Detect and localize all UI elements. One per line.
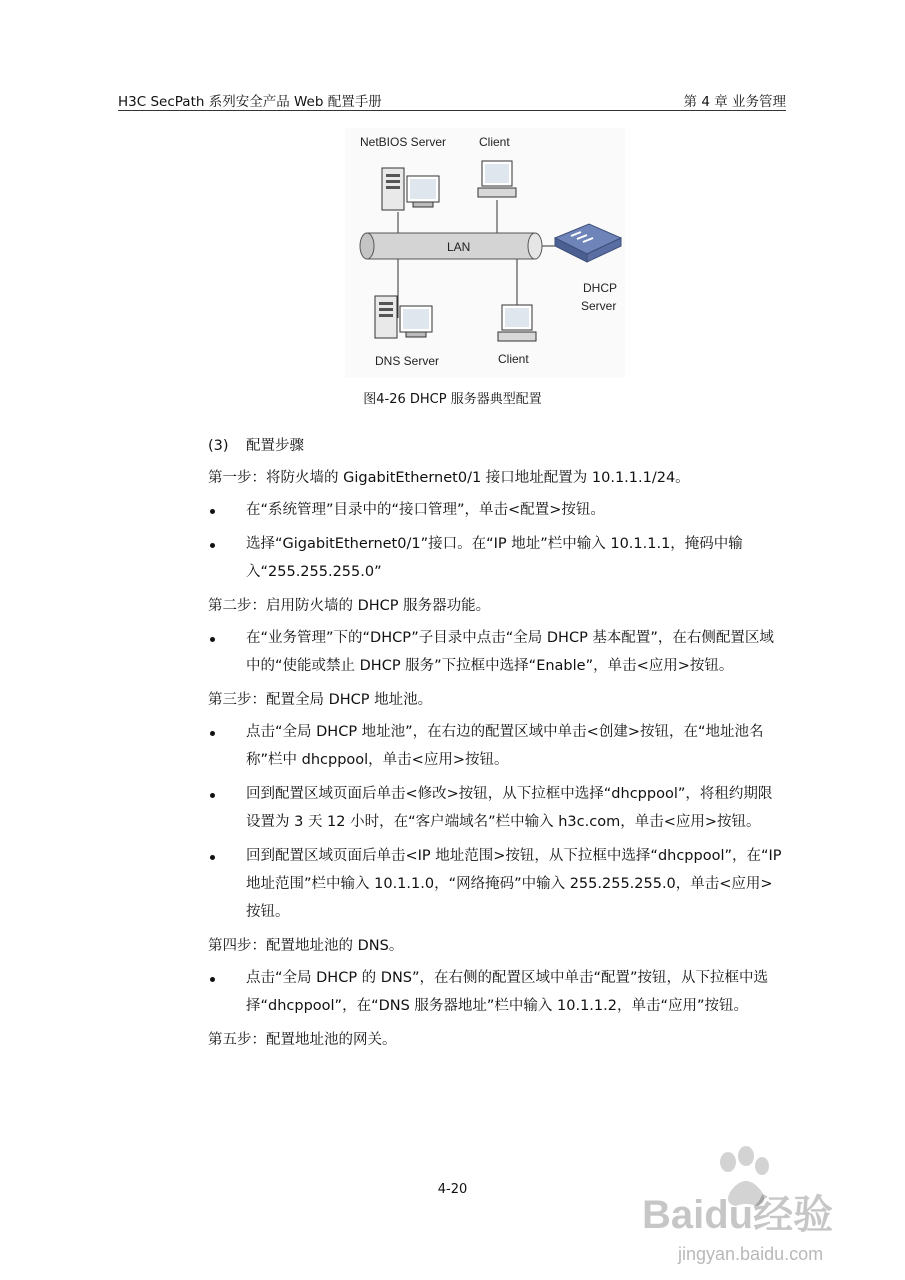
bullet-item: 选择“GigabitEthernet0/1”接口。在“IP 地址”栏中输入 10.1.1.1，掩码中输入“255.255.255.0” [208, 530, 786, 586]
bullet-item: 回到配置区域页面后单击<修改>按钮，从下拉框中选择“dhcppool”，将租约期限设置为 3 天 12 小时，在“客户端域名”栏中输入 h3c.com，单击<应用>按钮。 [208, 780, 786, 836]
step-heading: 第五步：配置地址池的网关。 [208, 1032, 397, 1048]
client-top-label: Client [479, 135, 510, 149]
page-header [118, 88, 786, 111]
header-chapter-title: 第 4 章 业务管理 [683, 94, 786, 110]
step-heading: 第四步：配置地址池的 DNS。 [208, 938, 404, 954]
bullet-item: 在“业务管理”下的“DHCP”子目录中点击“全局 DHCP 基本配置”，在右侧配置区域中的“使能或禁止 DHCP 服务”下拉框中选择“Enable”，单击<应用>按钮。 [208, 624, 786, 680]
section-number: (3) [208, 438, 229, 454]
bullet-item: 点击“全局 DHCP 地址池”，在右边的配置区域中单击<创建>按钮，在“地址池名称”栏中 dhcppool，单击<应用>按钮。 [208, 718, 786, 774]
computer-icon [498, 305, 536, 341]
lan-label: LAN [447, 240, 471, 254]
netbios-label: NetBIOS Server [360, 135, 447, 149]
bullet-item: 回到配置区域页面后单击<IP 地址范围>按钮，从下拉框中选择“dhcppool”，在“IP 地址范围”栏中输入 10.1.1.0，“网络掩码”中输入 255.255.255.0，单击<应用>按钮。 [208, 842, 786, 926]
dns-label: DNS Server [375, 354, 440, 368]
section-title: 配置步骤 [246, 438, 304, 454]
baidu-watermark [632, 1140, 872, 1270]
watermark-url: jingyan.baidu.com [678, 1244, 824, 1264]
watermark-brand: Baidu经验 [642, 1193, 834, 1237]
header-left-title: H3C SecPath 系列安全产品 Web 配置手册 [118, 94, 382, 110]
bullet-item: 在“系统管理”目录中的“接口管理”，单击<配置>按钮。 [208, 496, 786, 524]
step-heading: 第一步：将防火墙的 GigabitEthernet0/1 接口地址配置为 10.1.1.1/24。 [208, 470, 690, 486]
lan-bus [360, 233, 542, 259]
computer-icon [478, 161, 516, 197]
section-heading [208, 432, 786, 460]
document-body [208, 432, 786, 1058]
network-diagram [345, 128, 625, 378]
client-bottom-label: Client [498, 352, 529, 366]
bullet-item: 点击“全局 DHCP 的 DNS”，在右侧的配置区域中单击“配置”按钮，从下拉框中选择“dhcppool”，在“DNS 服务器地址”栏中输入 10.1.1.2，单击“应用”按钮。 [208, 964, 786, 1020]
step-heading: 第二步：启用防火墙的 DHCP 服务器功能。 [208, 598, 491, 614]
step-heading: 第三步：配置全局 DHCP 地址池。 [208, 692, 433, 708]
dhcp-label-line2: Server [581, 299, 617, 313]
figure-caption: 图4-26 DHCP 服务器典型配置 [363, 392, 542, 407]
page-number: 4-20 [437, 1182, 468, 1197]
dhcp-label-line1: DHCP [583, 281, 618, 295]
